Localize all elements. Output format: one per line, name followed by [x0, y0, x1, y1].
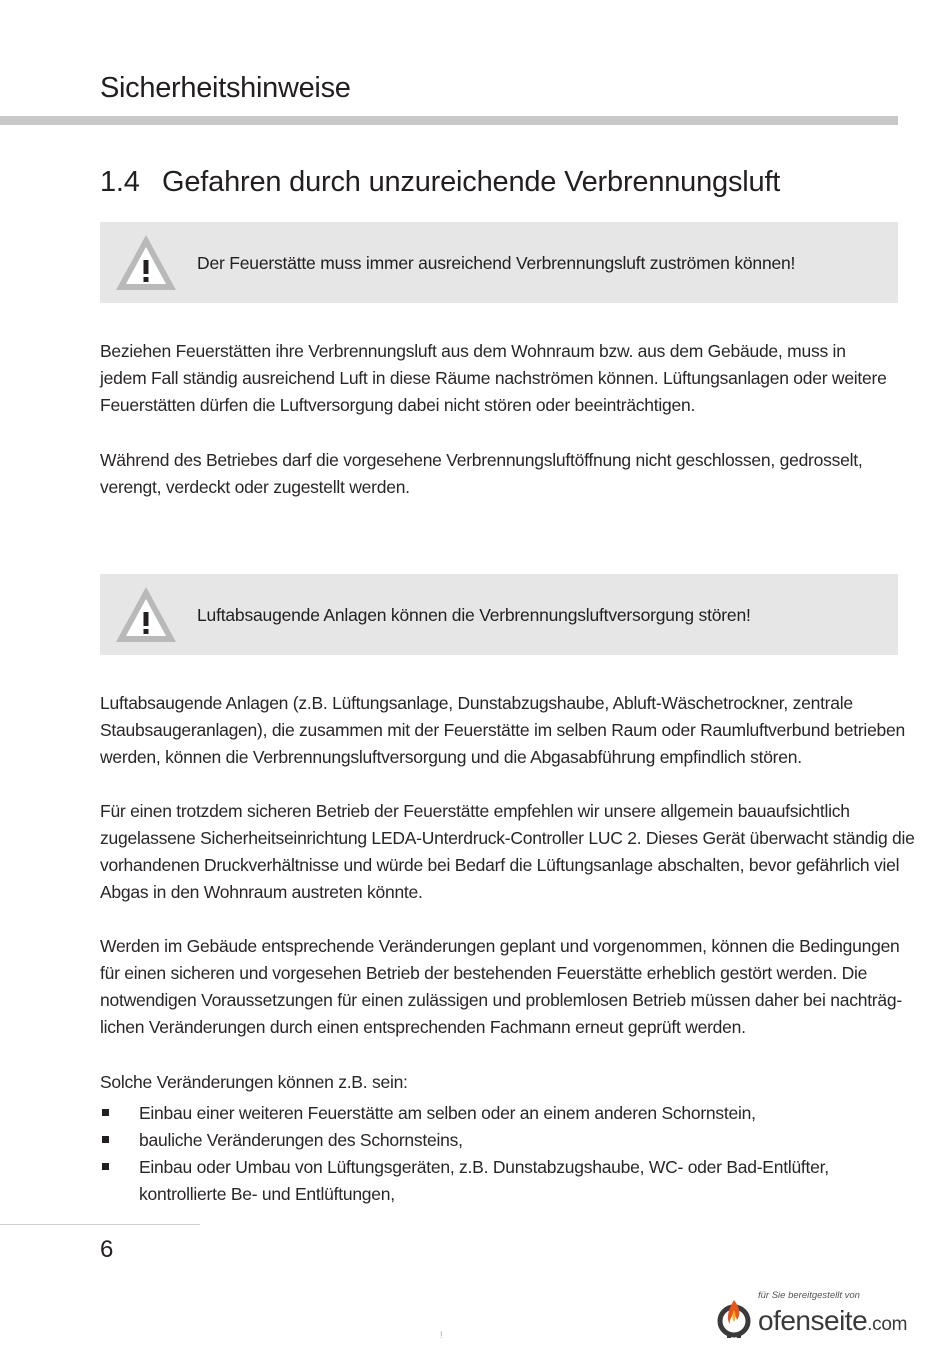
flame-logo-icon — [716, 1294, 752, 1338]
warning-text: Luftabsaugende Anlagen können die Verbrennungsluftversorgung stören! — [197, 605, 751, 625]
list-item-text: bauliche Veränderungen des Schornsteins, — [139, 1130, 463, 1150]
paragraph-6 — [100, 1069, 900, 1096]
section-number: 1.4 — [100, 166, 140, 198]
paragraph-line: zugelassene Sicherheitseinrichtung LEDA-Unterdruck-Controller LUC 2. Dieses Gerät überwacht ständig die — [100, 828, 915, 848]
paragraph-line: Für einen trotzdem sicheren Betrieb der Feuerstätte empfehlen wir unsere allgemein bauaufsichtlich — [100, 801, 850, 821]
brand-tagline: für Sie bereitgestellt von — [758, 1290, 860, 1301]
paragraph-line: Luftabsaugende Anlagen (z.B. Lüftungsanlage, Dunstabzugshaube, Abluft-Wäschetrockner, zentrale — [100, 693, 853, 713]
paragraph-line: lichen Veränderungen durch einen entsprechenden Fachmann erneut geprüft werden. — [100, 1017, 746, 1037]
footer-divider — [0, 1224, 200, 1225]
footer-mark: ! — [440, 1330, 443, 1340]
paragraph-line: verengt, verdeckt oder zugestellt werden. — [100, 477, 410, 497]
brand-logo — [716, 1290, 946, 1340]
paragraph-5 — [100, 933, 900, 1041]
bullet-square-icon — [102, 1109, 109, 1116]
paragraph-line: Staubsaugeranlagen), die zusammen mit der Feuerstätte im selben Raum oder Raumluftverbund betrieben — [100, 720, 906, 740]
list-item-text: kontrollierte Be- und Entlüftungen, — [139, 1184, 395, 1204]
brand-name — [758, 1304, 907, 1342]
warning-box-2 — [100, 574, 898, 655]
paragraph-line: Während des Betriebes darf die vorgesehene Verbrennungsluftöffnung nicht geschlossen, gedrosselt, — [100, 450, 863, 470]
paragraph-4 — [100, 798, 915, 906]
paragraph-line: Beziehen Feuerstätten ihre Verbrennungsluft aus dem Wohnraum bzw. aus dem Gebäude, muss in — [100, 341, 846, 361]
list-item-text: Einbau einer weiteren Feuerstätte am selben oder an einem anderen Schornstein, — [139, 1103, 756, 1123]
paragraph-2 — [100, 447, 900, 501]
page-number: 6 — [100, 1236, 114, 1263]
bullet-square-icon — [102, 1136, 109, 1143]
header-divider — [0, 116, 898, 125]
paragraph-3 — [100, 690, 906, 771]
paragraph-line: notwendigen Voraussetzungen für einen zulässigen und problemlosen Betrieb müssen daher bei nachträg- — [100, 990, 902, 1010]
section-title: Gefahren durch unzureichende Verbrennungsluft — [162, 166, 781, 198]
bullet-square-icon — [102, 1163, 109, 1170]
paragraph-line: für einen sicheren und vorgesehen Betrieb der bestehenden Feuerstätte erheblich gestört werden. Die — [100, 963, 868, 983]
paragraph-line: vorhandenen Druckverhältnisse und würde bei Bedarf die Lüftungsanlage abschalten, bevor gefährlich viel — [100, 855, 900, 875]
warning-triangle-icon — [114, 230, 178, 294]
brand-name-text: ofenseite — [758, 1305, 868, 1336]
paragraph-1 — [100, 338, 900, 419]
list-item — [100, 1154, 900, 1208]
list-item — [100, 1100, 900, 1127]
warning-triangle-icon — [114, 582, 178, 646]
paragraph-line: Solche Veränderungen können z.B. sein: — [100, 1072, 408, 1092]
paragraph-line: werden, können die Verbrennungsluftversorgung und die Abgasabführung empfindlich stören. — [100, 747, 802, 767]
list-item — [100, 1127, 900, 1154]
list-item-text: Einbau oder Umbau von Lüftungsgeräten, z.B. Dunstabzugshaube, WC- oder Bad-Entlüfter, — [139, 1157, 829, 1177]
paragraph-line: Feuerstätten dürfen die Luftversorgung dabei nicht stören oder beeinträchtigen. — [100, 395, 696, 415]
paragraph-line: Abgas in den Wohnraum austreten könnte. — [100, 882, 423, 902]
warning-text: Der Feuerstätte muss immer ausreichend Verbrennungsluft zuströmen können! — [197, 253, 796, 273]
paragraph-line: Werden im Gebäude entsprechende Veränderungen geplant und vorgenommen, können die Bedingungen — [100, 936, 900, 956]
section-heading — [100, 166, 780, 199]
warning-box-1 — [100, 222, 898, 303]
brand-domain: .com — [867, 1314, 908, 1335]
paragraph-line: jedem Fall ständig ausreichend Luft in diese Räume nachströmen können. Lüftungsanlagen oder weitere — [100, 368, 887, 388]
page-header-title: Sicherheitshinweise — [100, 72, 351, 104]
bullet-list — [100, 1100, 900, 1208]
